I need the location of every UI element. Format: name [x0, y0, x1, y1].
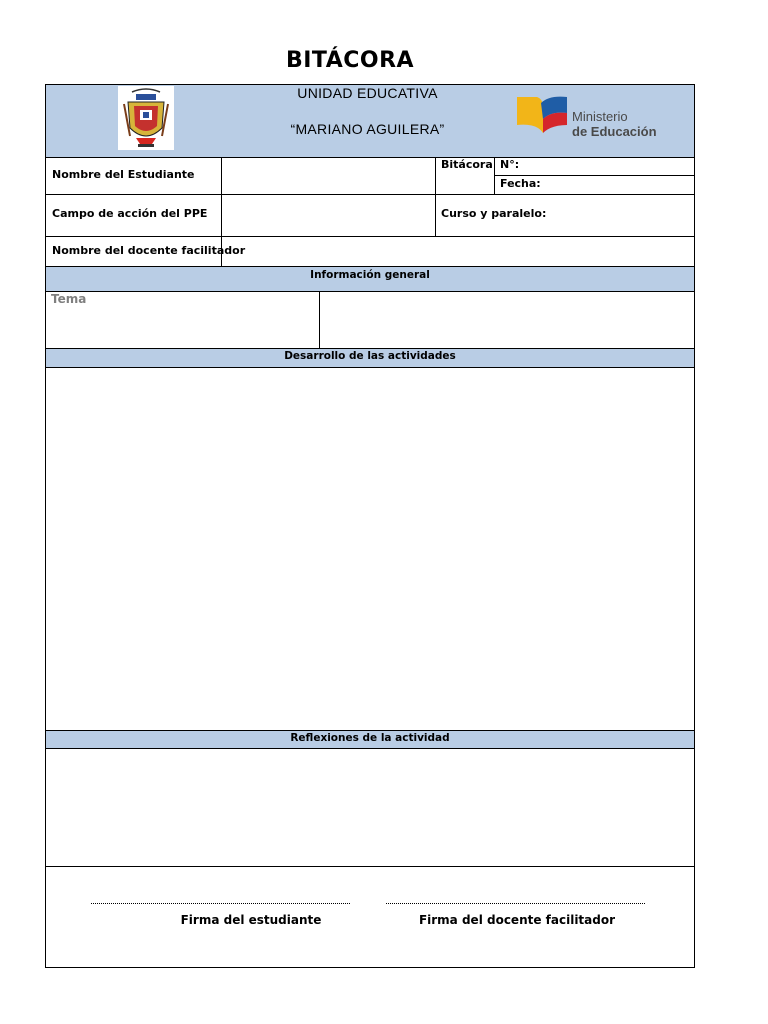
- divider: [46, 291, 694, 292]
- document-title: BITÁCORA: [285, 48, 415, 73]
- school-name-line1: UNIDAD EDUCATIVA: [297, 85, 438, 101]
- teacher-name-label: Nombre del docente facilitador: [52, 244, 246, 257]
- divider: [46, 157, 694, 158]
- number-label: N°:: [500, 158, 520, 171]
- activities-heading: Desarrollo de las actividades: [284, 350, 456, 362]
- teacher-signature-line: [386, 903, 645, 904]
- reflections-area[interactable]: [46, 749, 694, 866]
- student-signature-line: [91, 903, 350, 904]
- general-info-heading: Información general: [310, 269, 430, 281]
- student-name-label: Nombre del Estudiante: [52, 168, 195, 181]
- topic-label: Tema: [51, 292, 87, 306]
- divider: [46, 194, 694, 195]
- divider: [435, 157, 436, 237]
- ministry-flag-logo: [515, 95, 569, 137]
- ministry-name-line2: de Educación: [572, 124, 657, 139]
- divider: [46, 236, 694, 237]
- divider: [494, 175, 694, 176]
- ministry-name-line1: Ministerio: [572, 109, 628, 124]
- divider: [319, 291, 320, 349]
- divider: [494, 157, 495, 195]
- reflections-heading: Reflexiones de la actividad: [290, 732, 450, 744]
- date-label: Fecha:: [500, 177, 541, 190]
- school-name-line2: “MARIANO AGUILERA”: [290, 121, 445, 137]
- course-label: Curso y paralelo:: [441, 207, 547, 220]
- activities-area[interactable]: [46, 368, 694, 730]
- school-crest-logo: [118, 86, 174, 150]
- student-signature-label: Firma del estudiante: [180, 913, 322, 927]
- divider: [46, 866, 694, 867]
- bitacora-label: Bitácora: [441, 158, 493, 171]
- teacher-signature-label: Firma del docente facilitador: [418, 913, 616, 927]
- action-field-label: Campo de acción del PPE: [52, 207, 208, 220]
